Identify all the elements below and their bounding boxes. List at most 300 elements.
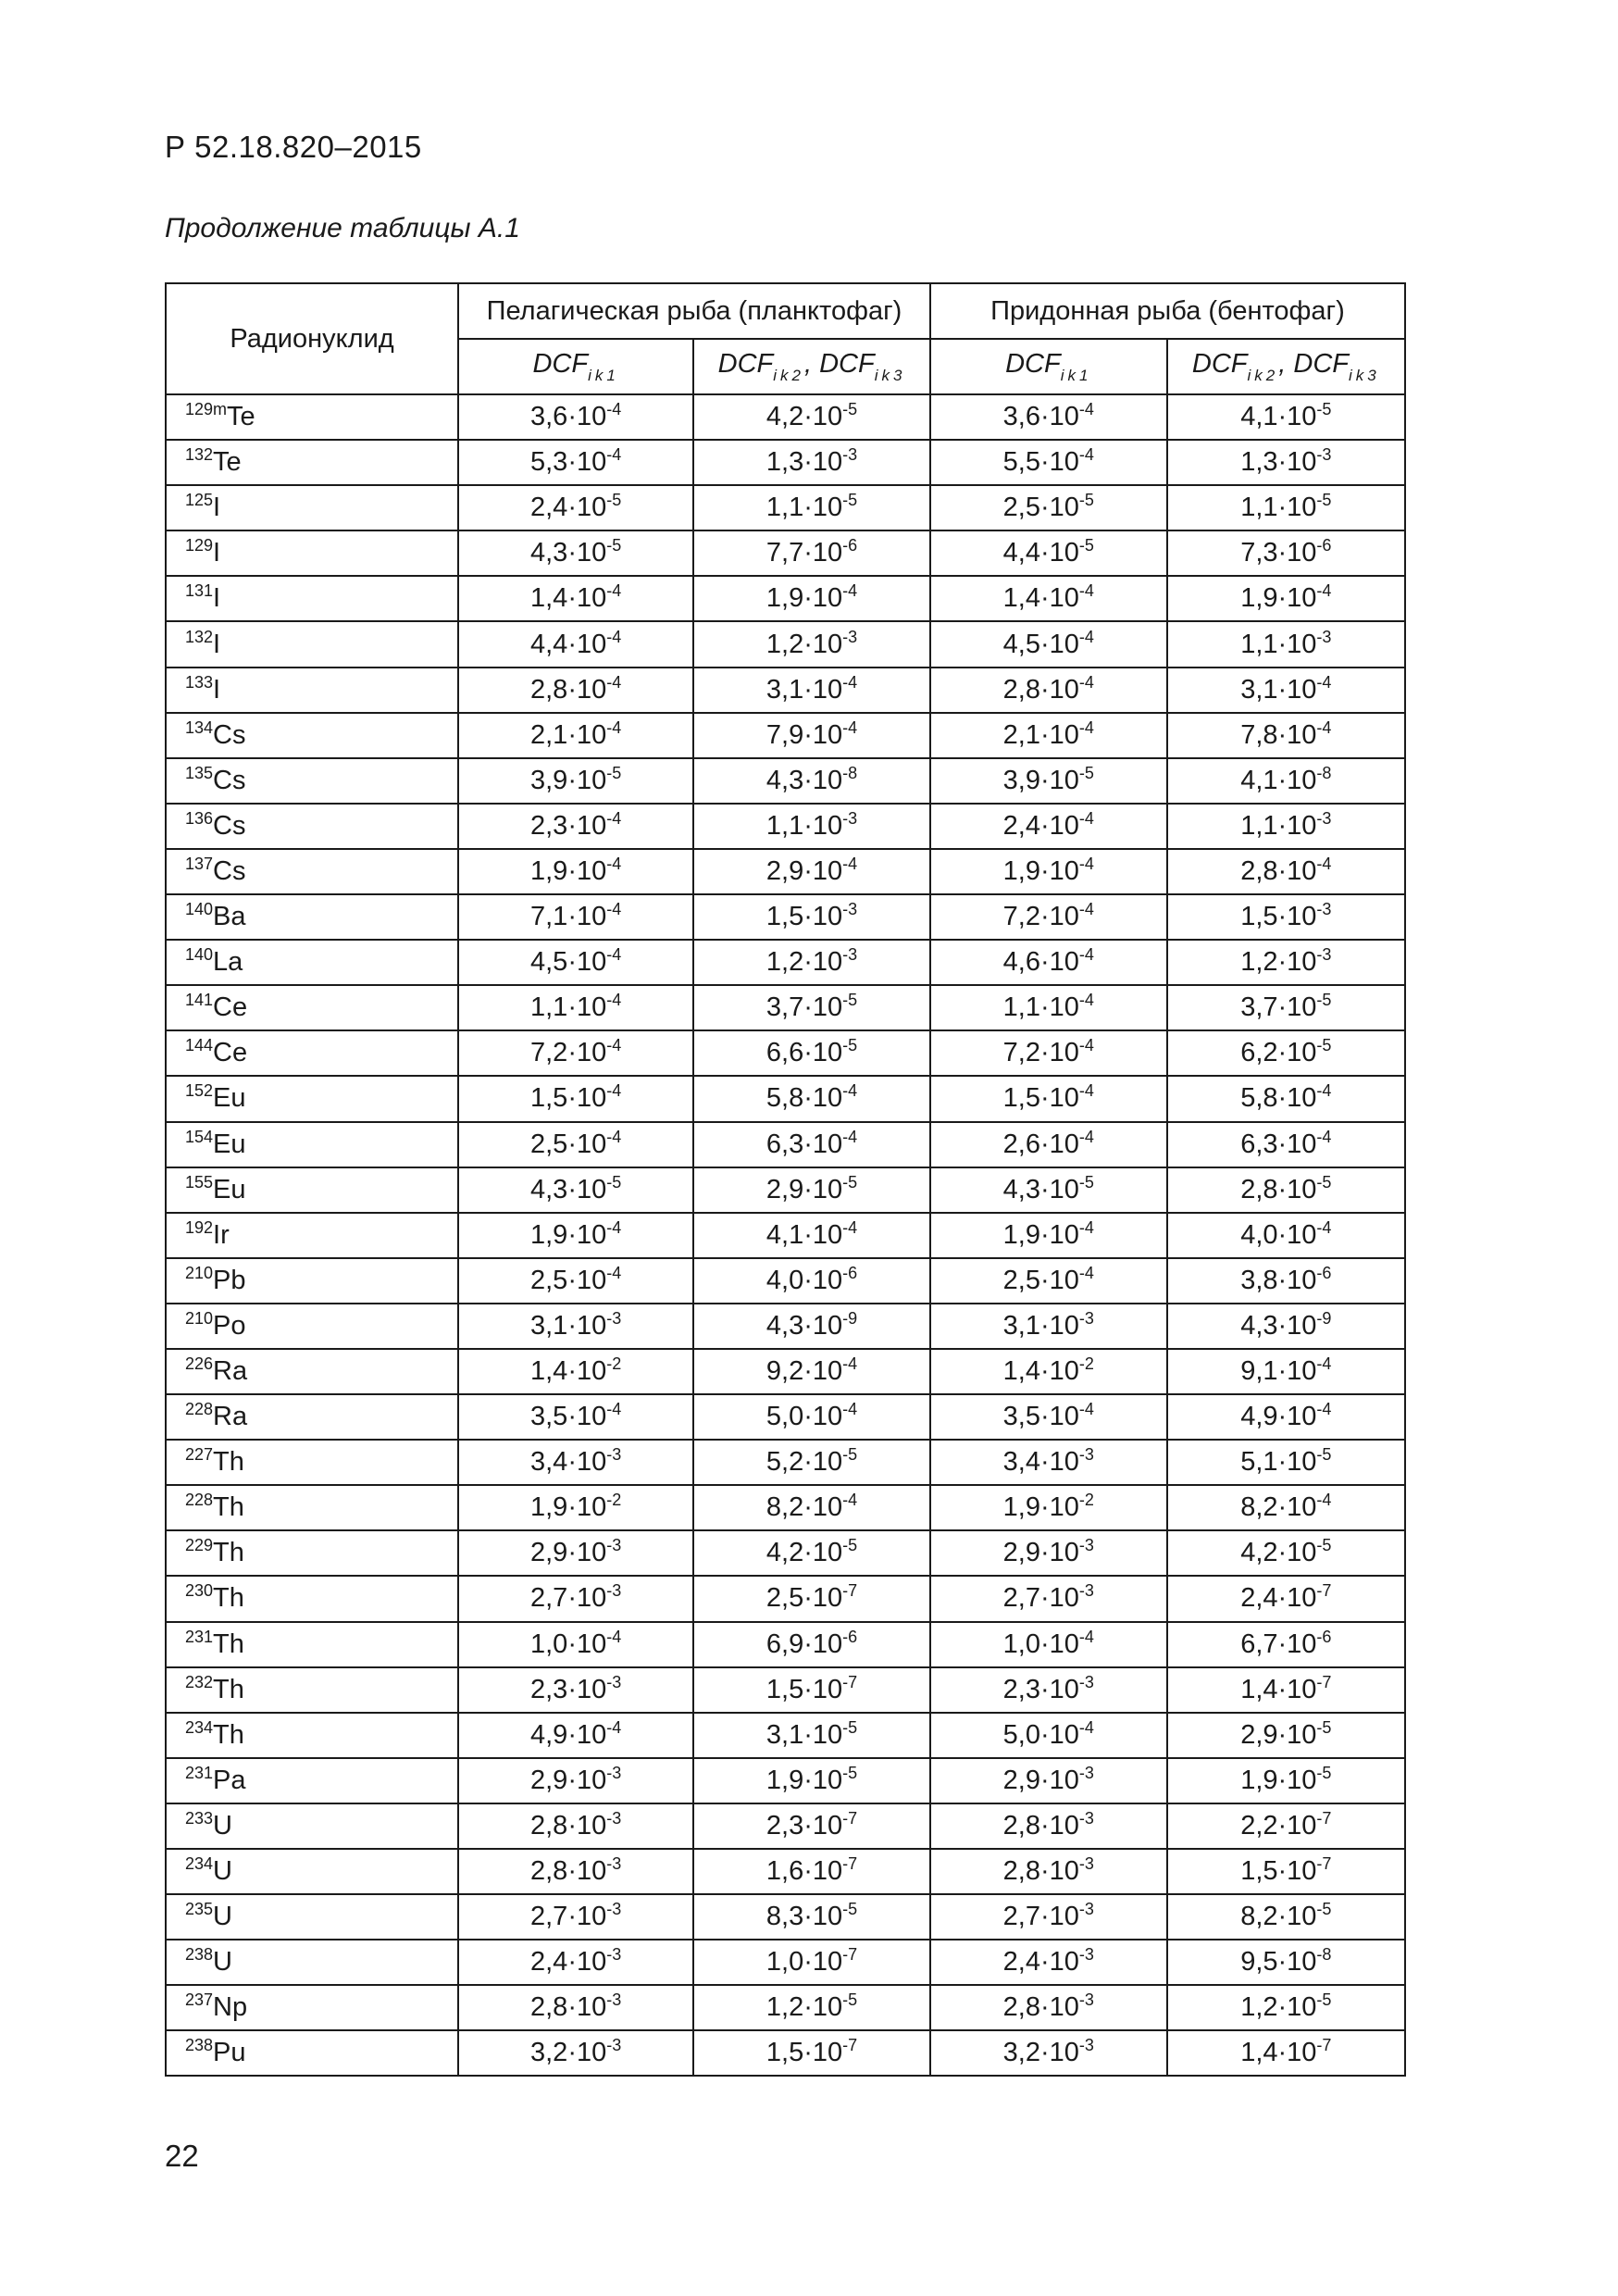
value-cell: [1167, 1440, 1405, 1485]
value-cell: [1167, 1394, 1405, 1440]
mass-number: 232: [185, 1672, 214, 1691]
value-exponent: -4: [1078, 1036, 1094, 1055]
value-cell: [458, 1622, 693, 1667]
value-mantissa: 4,0·10: [1240, 1219, 1317, 1250]
table-row: [166, 1213, 1405, 1258]
value-exponent: -7: [842, 1672, 858, 1691]
value-mantissa: 1,1·10: [1240, 810, 1317, 841]
element-symbol: Po: [213, 1310, 246, 1341]
value-mantissa: 3,1·10: [1002, 1310, 1079, 1341]
value-exponent: -4: [842, 1081, 858, 1101]
value-exponent: -5: [842, 1536, 858, 1555]
value-mantissa: 9,2·10: [765, 1356, 843, 1387]
value-mantissa: 3,2·10: [530, 2038, 607, 2068]
value-mantissa: 1,5·10: [1240, 902, 1317, 932]
value-cell: [930, 1985, 1167, 2030]
value-cell: [1167, 1622, 1405, 1667]
value-mantissa: 3,2·10: [1002, 2038, 1079, 2068]
table-row: [166, 1758, 1405, 1803]
value-exponent: -5: [1316, 1445, 1332, 1465]
value-mantissa: 1,0·10: [530, 1628, 607, 1659]
value-exponent: -5: [1316, 1763, 1332, 1782]
table-row: [166, 1304, 1405, 1349]
value-exponent: -4: [606, 445, 622, 465]
table-row: [166, 1940, 1405, 1985]
value-cell: [1167, 713, 1405, 758]
value-mantissa: 2,4·10: [1002, 1947, 1079, 1978]
value-exponent: -3: [1078, 1990, 1094, 2010]
nuclide-cell: [166, 940, 458, 985]
value-cell: [693, 1713, 930, 1758]
value-cell: [693, 1440, 930, 1485]
nuclide-cell: [166, 1667, 458, 1713]
header-bottom-fish: Придонная рыба (бентофаг): [930, 283, 1405, 339]
value-exponent: -3: [606, 1581, 622, 1601]
value-cell: [1167, 394, 1405, 440]
value-exponent: -4: [1078, 718, 1094, 737]
value-cell: [930, 1758, 1167, 1803]
nuclide-cell: [166, 576, 458, 621]
value-exponent: -4: [1078, 1263, 1094, 1282]
value-exponent: -3: [606, 1900, 622, 1919]
value-cell: [1167, 576, 1405, 621]
value-cell: [1167, 1849, 1405, 1894]
value-mantissa: 2,5·10: [530, 1265, 607, 1295]
value-mantissa: 1,2·10: [1240, 1992, 1317, 2023]
value-cell: [1167, 530, 1405, 576]
value-exponent: -3: [842, 945, 858, 965]
value-exponent: -4: [606, 900, 622, 919]
value-mantissa: 4,9·10: [1240, 1402, 1317, 1432]
value-cell: [458, 1122, 693, 1167]
value-cell: [1167, 1304, 1405, 1349]
value-cell: [693, 485, 930, 530]
table-row: [166, 1985, 1405, 2030]
value-mantissa: 1,2·10: [765, 947, 843, 978]
value-exponent: -4: [606, 1081, 622, 1101]
nuclide-cell: [166, 1440, 458, 1485]
mass-number: 210: [185, 1308, 214, 1328]
table-header-row: [166, 283, 1405, 339]
element-symbol: Ra: [213, 1356, 248, 1387]
value-exponent: -5: [842, 1900, 858, 1919]
value-exponent: -3: [606, 1945, 622, 1965]
value-cell: [458, 713, 693, 758]
value-exponent: -4: [1078, 1081, 1094, 1101]
value-mantissa: 2,8·10: [1002, 1992, 1079, 2023]
value-cell: [458, 1349, 693, 1394]
value-exponent: -5: [1316, 1536, 1332, 1555]
value-cell: [1167, 440, 1405, 485]
value-exponent: -5: [1316, 400, 1332, 419]
value-mantissa: 7,2·10: [530, 1038, 607, 1068]
mass-number: 136: [185, 808, 214, 828]
value-mantissa: 2,8·10: [1002, 1810, 1079, 1841]
value-mantissa: 1,1·10: [765, 810, 843, 841]
value-cell: [930, 530, 1167, 576]
table-row: [166, 1530, 1405, 1576]
value-cell: [693, 1167, 930, 1213]
value-cell: [1167, 1713, 1405, 1758]
element-symbol: La: [213, 947, 243, 978]
value-cell: [693, 713, 930, 758]
table-row: [166, 1576, 1405, 1621]
value-cell: [930, 1394, 1167, 1440]
value-mantissa: 4,5·10: [1002, 629, 1079, 659]
value-cell: [693, 1758, 930, 1803]
table-row: [166, 985, 1405, 1030]
value-mantissa: 2,8·10: [1002, 674, 1079, 705]
mass-number: 135: [185, 763, 214, 782]
value-exponent: -4: [1316, 1217, 1332, 1237]
nuclide-cell: [166, 668, 458, 713]
element-symbol: Cs: [213, 855, 246, 886]
value-mantissa: 1,5·10: [1002, 1083, 1079, 1114]
nuclide-cell: [166, 1167, 458, 1213]
value-exponent: -4: [606, 1627, 622, 1646]
value-cell: [458, 440, 693, 485]
value-cell: [693, 1258, 930, 1304]
table-row: [166, 394, 1405, 440]
value-mantissa: 4,2·10: [1240, 1538, 1317, 1568]
value-cell: [930, 440, 1167, 485]
value-exponent: -4: [606, 945, 622, 965]
value-mantissa: 1,0·10: [765, 1947, 843, 1978]
value-exponent: -5: [842, 1036, 858, 1055]
value-exponent: -4: [1078, 854, 1094, 873]
value-cell: [930, 1622, 1167, 1667]
value-cell: [458, 576, 693, 621]
value-exponent: -5: [842, 491, 858, 510]
value-mantissa: 4,6·10: [1002, 947, 1079, 978]
value-mantissa: 2,4·10: [1002, 810, 1079, 841]
mass-number: 155: [185, 1172, 214, 1192]
table-row: [166, 894, 1405, 940]
nuclide-cell: [166, 485, 458, 530]
element-symbol: I: [213, 629, 221, 659]
table-row: [166, 2030, 1405, 2076]
element-symbol: Ce: [213, 1038, 248, 1068]
value-mantissa: 1,5·10: [765, 1674, 843, 1704]
value-exponent: -4: [606, 1217, 622, 1237]
value-exponent: -3: [1078, 1308, 1094, 1328]
value-cell: [458, 1713, 693, 1758]
table-row: [166, 1167, 1405, 1213]
value-mantissa: 2,3·10: [1002, 1674, 1079, 1704]
value-exponent: -4: [1078, 1627, 1094, 1646]
value-cell: [930, 1213, 1167, 1258]
mass-number: 129m: [185, 400, 228, 419]
value-cell: [693, 849, 930, 894]
element-symbol: Te: [227, 402, 255, 432]
value-mantissa: 2,9·10: [765, 855, 843, 886]
value-mantissa: 1,6·10: [765, 1856, 843, 1887]
value-mantissa: 1,9·10: [765, 583, 843, 614]
value-mantissa: 2,4·10: [1240, 1583, 1317, 1614]
value-cell: [930, 1258, 1167, 1304]
mass-number: 140: [185, 900, 214, 919]
value-mantissa: 4,5·10: [530, 947, 607, 978]
value-mantissa: 2,5·10: [1002, 493, 1079, 523]
value-mantissa: 1,9·10: [1002, 1492, 1079, 1523]
value-exponent: -5: [1316, 491, 1332, 510]
value-mantissa: 4,4·10: [1002, 538, 1079, 568]
nuclide-cell: [166, 1258, 458, 1304]
mass-number: 229: [185, 1536, 214, 1555]
element-symbol: U: [213, 1947, 232, 1978]
value-mantissa: 4,3·10: [1240, 1310, 1317, 1341]
table-row: [166, 804, 1405, 849]
value-exponent: -3: [606, 1536, 622, 1555]
value-mantissa: 2,9·10: [530, 1538, 607, 1568]
value-mantissa: 2,8·10: [530, 1810, 607, 1841]
element-symbol: Ba: [213, 902, 246, 932]
value-mantissa: 6,2·10: [1240, 1038, 1317, 1068]
element-symbol: Th: [213, 1538, 244, 1568]
value-mantissa: 2,3·10: [530, 1674, 607, 1704]
value-exponent: -4: [1078, 1217, 1094, 1237]
value-exponent: -4: [606, 627, 622, 646]
value-mantissa: 1,5·10: [765, 902, 843, 932]
table-body: [166, 394, 1405, 2076]
value-cell: [458, 485, 693, 530]
value-exponent: -7: [842, 1581, 858, 1601]
value-cell: [930, 940, 1167, 985]
value-cell: [693, 621, 930, 667]
value-cell: [930, 485, 1167, 530]
table-row: [166, 1485, 1405, 1530]
value-exponent: -4: [842, 1127, 858, 1146]
element-symbol: Np: [213, 1992, 248, 2023]
value-exponent: -9: [1316, 1308, 1332, 1328]
value-exponent: -4: [606, 854, 622, 873]
value-cell: [458, 1849, 693, 1894]
value-mantissa: 6,3·10: [1240, 1129, 1317, 1159]
value-cell: [930, 621, 1167, 667]
value-exponent: -4: [606, 1717, 622, 1737]
table-row: [166, 940, 1405, 985]
mass-number: 131: [185, 581, 214, 601]
nuclide-cell: [166, 1803, 458, 1849]
nuclide-cell: [166, 1713, 458, 1758]
value-exponent: -4: [1078, 900, 1094, 919]
value-exponent: -4: [606, 1400, 622, 1419]
value-cell: [693, 1667, 930, 1713]
value-exponent: -4: [842, 718, 858, 737]
page-number: 22: [165, 2139, 199, 2173]
value-cell: [930, 713, 1167, 758]
element-symbol: Th: [213, 1447, 244, 1478]
value-mantissa: 4,3·10: [530, 538, 607, 568]
value-mantissa: 7,3·10: [1240, 538, 1317, 568]
value-mantissa: 6,3·10: [765, 1129, 843, 1159]
value-cell: [458, 1485, 693, 1530]
value-cell: [693, 1349, 930, 1394]
value-cell: [1167, 1258, 1405, 1304]
value-mantissa: 3,7·10: [765, 992, 843, 1023]
value-exponent: -4: [606, 718, 622, 737]
value-exponent: -4: [842, 672, 858, 692]
mass-number: 192: [185, 1217, 214, 1237]
value-cell: [930, 1940, 1167, 1985]
value-exponent: -3: [842, 808, 858, 828]
value-exponent: -3: [1078, 1854, 1094, 1874]
table-row: [166, 1440, 1405, 1485]
value-cell: [458, 1667, 693, 1713]
value-mantissa: 2,9·10: [1002, 1538, 1079, 1568]
value-exponent: -5: [842, 1172, 858, 1192]
value-cell: [1167, 621, 1405, 667]
value-exponent: -7: [1316, 2036, 1332, 2055]
value-mantissa: 6,9·10: [765, 1628, 843, 1659]
value-exponent: -7: [1316, 1672, 1332, 1691]
value-cell: [1167, 804, 1405, 849]
nuclide-cell: [166, 758, 458, 804]
value-exponent: -4: [842, 854, 858, 873]
element-symbol: Th: [213, 1583, 244, 1614]
value-cell: [930, 2030, 1167, 2076]
element-symbol: I: [213, 538, 221, 568]
value-cell: [458, 985, 693, 1030]
value-mantissa: 2,9·10: [530, 1765, 607, 1795]
value-exponent: -4: [606, 1036, 622, 1055]
header-radionuclide: Радионуклид: [166, 283, 458, 394]
nuclide-cell: [166, 440, 458, 485]
value-mantissa: 1,4·10: [1240, 2038, 1317, 2068]
value-cell: [930, 1304, 1167, 1349]
table-row: [166, 1667, 1405, 1713]
value-mantissa: 2,8·10: [1240, 1174, 1317, 1204]
value-mantissa: 3,1·10: [765, 1719, 843, 1750]
value-mantissa: 2,8·10: [530, 1992, 607, 2023]
nuclide-cell: [166, 530, 458, 576]
value-mantissa: 2,6·10: [1002, 1129, 1079, 1159]
nuclide-cell: [166, 804, 458, 849]
value-exponent: -4: [842, 1217, 858, 1237]
value-mantissa: 2,5·10: [530, 1129, 607, 1159]
value-exponent: -4: [1078, 808, 1094, 828]
value-mantissa: 1,1·10: [765, 493, 843, 523]
value-cell: [1167, 758, 1405, 804]
document-code: Р 52.18.820–2015: [165, 130, 422, 164]
nuclide-cell: [166, 713, 458, 758]
value-exponent: -3: [1078, 2036, 1094, 2055]
value-cell: [930, 1803, 1167, 1849]
value-mantissa: 3,9·10: [1002, 765, 1079, 795]
element-symbol: Th: [213, 1719, 244, 1750]
value-exponent: -5: [1316, 1036, 1332, 1055]
value-mantissa: 4,1·10: [1240, 402, 1317, 432]
mass-number: 125: [185, 491, 214, 510]
element-symbol: U: [213, 1856, 232, 1887]
value-exponent: -6: [1316, 536, 1332, 555]
value-cell: [930, 894, 1167, 940]
value-mantissa: 4,1·10: [1240, 765, 1317, 795]
value-exponent: -3: [1078, 1672, 1094, 1691]
value-exponent: -3: [842, 445, 858, 465]
table-row: [166, 668, 1405, 713]
value-exponent: -5: [842, 1717, 858, 1737]
value-cell: [693, 758, 930, 804]
value-mantissa: 1,0·10: [1002, 1628, 1079, 1659]
value-cell: [458, 1304, 693, 1349]
value-cell: [458, 1985, 693, 2030]
value-cell: [458, 1894, 693, 1940]
value-mantissa: 1,9·10: [1002, 855, 1079, 886]
header-pelagic-fish: Пелагическая рыба (планктофаг): [458, 283, 930, 339]
mass-number: 129: [185, 536, 214, 555]
value-exponent: -4: [1078, 991, 1094, 1010]
table-row: [166, 576, 1405, 621]
value-exponent: -4: [1078, 400, 1094, 419]
mass-number: 134: [185, 718, 214, 737]
value-cell: [930, 1530, 1167, 1576]
value-mantissa: 6,6·10: [765, 1038, 843, 1068]
mass-number: 152: [185, 1081, 214, 1101]
value-mantissa: 3,6·10: [530, 402, 607, 432]
value-exponent: -7: [842, 1808, 858, 1828]
value-cell: [458, 849, 693, 894]
element-symbol: Th: [213, 1674, 244, 1704]
value-mantissa: 5,8·10: [765, 1083, 843, 1114]
table-caption: Продолжение таблицы А.1: [165, 213, 520, 243]
value-cell: [693, 2030, 930, 2076]
value-mantissa: 2,7·10: [1002, 1583, 1079, 1614]
value-exponent: -3: [1078, 1763, 1094, 1782]
value-exponent: -5: [1316, 1990, 1332, 2010]
value-cell: [458, 1440, 693, 1485]
value-exponent: -4: [1078, 1717, 1094, 1737]
table-row: [166, 1622, 1405, 1667]
value-exponent: -3: [1078, 1581, 1094, 1601]
value-exponent: -4: [1316, 1127, 1332, 1146]
header-pelagic-dcf-ik2-ik3: $DCF_{ik2}$, $DCF_{ik3}$: [693, 339, 930, 394]
value-exponent: -3: [606, 1672, 622, 1691]
value-mantissa: 1,5·10: [530, 1083, 607, 1114]
value-cell: [693, 985, 930, 1030]
value-cell: [1167, 1349, 1405, 1394]
value-cell: [693, 1576, 930, 1621]
value-mantissa: 1,4·10: [1240, 1674, 1317, 1704]
value-cell: [1167, 2030, 1405, 2076]
value-mantissa: 7,7·10: [765, 538, 843, 568]
value-cell: [693, 1940, 930, 1985]
value-exponent: -3: [606, 1990, 622, 2010]
value-exponent: -3: [606, 1308, 622, 1328]
mass-number: 237: [185, 1990, 214, 2010]
value-exponent: -4: [1078, 945, 1094, 965]
value-cell: [693, 668, 930, 713]
element-symbol: Eu: [213, 1083, 246, 1114]
value-mantissa: 1,2·10: [765, 629, 843, 659]
value-exponent: -3: [1078, 1945, 1094, 1965]
value-mantissa: 1,9·10: [1002, 1219, 1079, 1250]
value-exponent: -4: [1316, 718, 1332, 737]
value-mantissa: 1,2·10: [1240, 947, 1317, 978]
value-cell: [458, 1530, 693, 1576]
value-mantissa: 8,3·10: [765, 1902, 843, 1932]
value-mantissa: 2,9·10: [765, 1174, 843, 1204]
value-exponent: -4: [1316, 1354, 1332, 1374]
value-exponent: -4: [606, 672, 622, 692]
value-cell: [458, 1940, 693, 1985]
radionuclide-dcf-table: [165, 282, 1406, 2077]
value-exponent: -7: [1316, 1808, 1332, 1828]
element-symbol: Ra: [213, 1402, 248, 1432]
value-mantissa: 1,1·10: [530, 992, 607, 1023]
value-cell: [930, 1349, 1167, 1394]
value-cell: [930, 1713, 1167, 1758]
